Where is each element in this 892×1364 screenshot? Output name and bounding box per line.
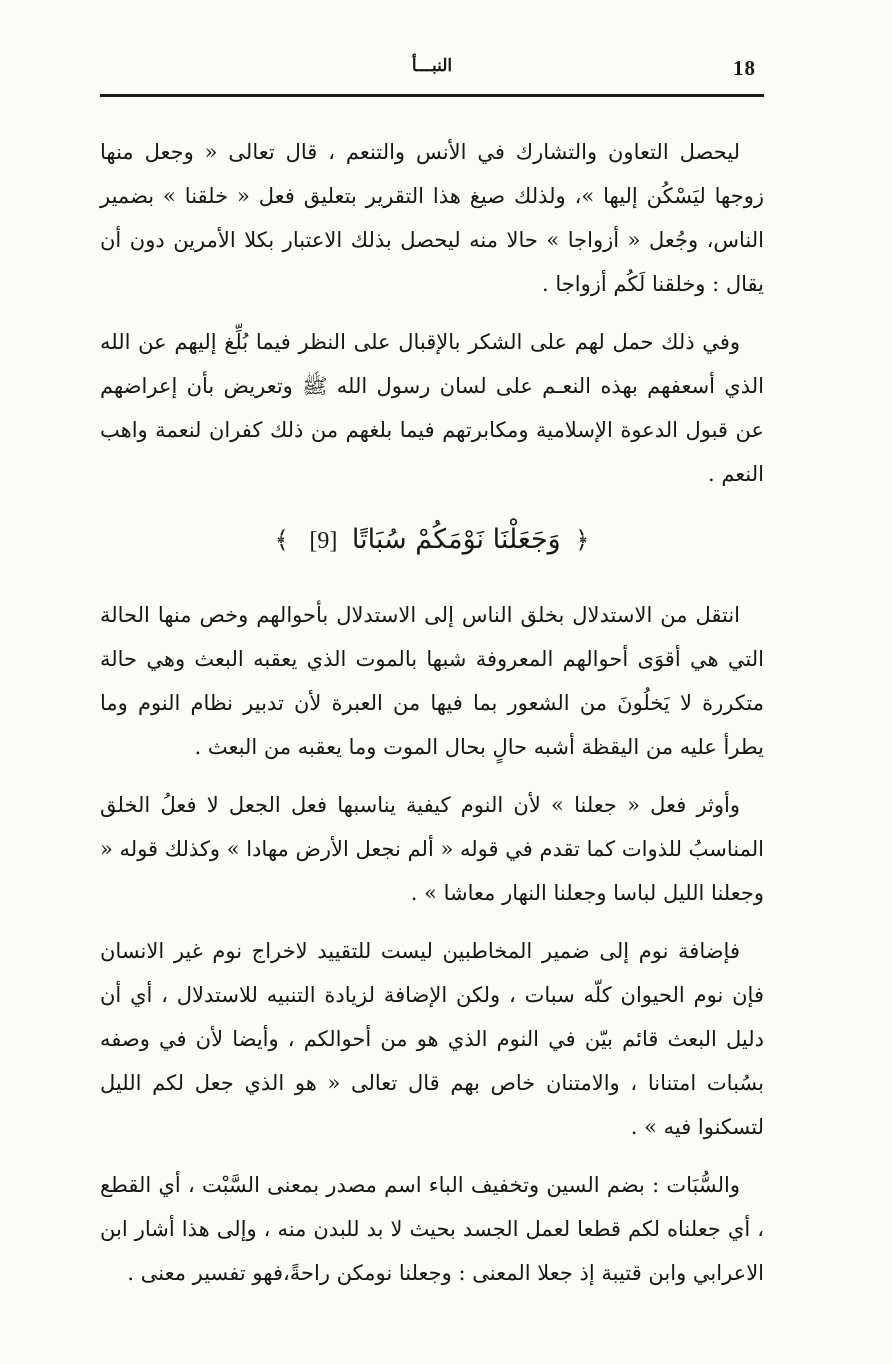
paragraph-5: فإضافة نوم إلى ضمير المخاطبين ليست للتقييد لاخراج نوم غير الانسان فإن نوم الحيوان كلّه سبات ، ولكن الإضافة لزيادة التنبيه للاستدلال ، أي أن دليل البعث قائم بيّن في النوم الذي هو من أحوالكم ، وأيضا لأن في وصفه بسُبات امتنانا ، والامتنان خاص بهم قال تعالى « هو الذي جعل لكم الليل لتسكنوا فيه » . — [100, 939, 764, 1139]
verse-close-bracket: ﴾ — [274, 526, 289, 554]
paragraph-1: ليحصل التعاون والتشارك في الأنس والتنعم ، قال تعالى « وجعل منها زوجها ليَسْكُن إليها »، ولذلك صيغ هذا التقرير بتعليق فعل « خلقنا » بضمير الناس، وجُعل « أزواجا » حالا منه ليحصل بذلك الاعتبار بكلا الأمرين دون أن يقال : وخلقنا لَكُم أزواجا . — [100, 140, 764, 296]
page-header — [100, 52, 764, 88]
quran-verse — [100, 510, 764, 571]
verse-text: وَجَعَلْنَا نَوْمَكُمْ سُبَاتًا — [351, 524, 561, 555]
paragraph-6: والسُّبَات : بضم السين وتخفيف الباء اسم مصدر بمعنى السَّبْت ، أي القطع ، أي جعلناه لكم قطعا لعمل الجسد بحيث لا بد للبدن منه ، وإلى هذا أشار ابن الاعرابي وابن قتيبة إذ جعلا المعنى : وجعلنا نومكن راحةً،فهو تفسير معنى . — [100, 1173, 764, 1285]
verse-number: [9] — [309, 528, 338, 554]
page-number: 18 — [733, 56, 756, 80]
verse-open-bracket: ﴿ — [575, 526, 590, 554]
book-page — [100, 0, 764, 1364]
paragraph-4: وأوثر فعل « جعلنا » لأن النوم كيفية يناسبها فعل الجعل لا فعلُ الخلق المناسبُ للذوات كما تقدم في قوله « ألم نجعل الأرض مهادا » وكذلك قوله « وجعلنا الليل لباسا وجعلنا النهار معاشا » . — [100, 793, 764, 905]
page-body — [100, 130, 764, 1309]
paragraph-3: انتقل من الاستدلال بخلق الناس إلى الاستدلال بأحوالهم وخص منها الحالة التي هي أقوَى أحوالهم المعروفة شبها بالموت الذي يعقبه البعث وهي حالة متكررة لا يَخلُونَ من الشعور بما فيها من العبرة لأن تدبير نظام النوم وما يطرأ عليه من اليقظة أشبه حالٍ بحال الموت وما يعقبه من البعث . — [100, 603, 764, 759]
running-title: النبـــأ — [411, 56, 453, 76]
paragraph-2: وفي ذلك حمل لهم على الشكر بالإقبال على النظر فيما بُلِّغ إليهم عن الله الذي أسعفهم بهذه النعـم على لسان رسول الله ﷺ وتعريض بأن إعراضهم عن قبول الدعوة الإسلامية ومكابرتهم فيما بلغهم من ذلك كفران لنعمة واهب النعم . — [100, 330, 764, 486]
header-rule — [100, 94, 764, 97]
